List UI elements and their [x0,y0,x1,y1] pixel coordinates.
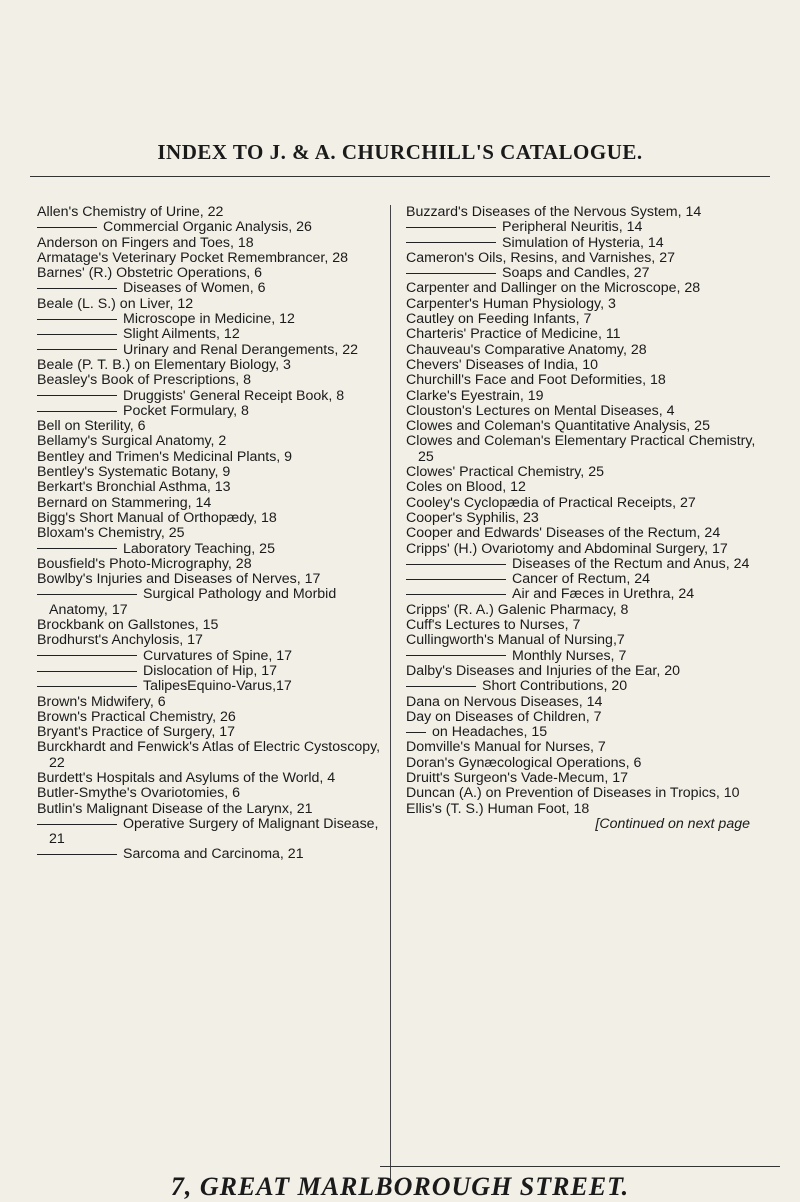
index-entry [406,220,756,235]
entry-text: Pocket Formulary, 8 [123,402,249,419]
entry-text: Bentley's Systematic Botany, 9 [37,464,231,481]
entry-text: Clouston's Lectures on Mental Diseases, 4 [406,402,675,419]
entry-text: Druitt's Surgeon's Vade-Mecum, 17 [406,769,629,786]
entry-text: on Headaches, 15 [432,724,548,741]
entry-text: Domville's Manual for Nurses, 7 [406,739,606,756]
entry-text: Barnes' (R.) Obstetric Operations, 6 [37,265,263,282]
entry-text: Burckhardt and Fenwick's Atlas of Electric Cystoscopy, 22 [37,739,381,771]
index-entry [37,679,387,694]
index-entry [37,480,387,495]
index-entry [37,434,387,449]
entry-text: Microscope in Medicine, 12 [123,311,295,328]
entry-text: Diseases of Women, 6 [123,280,266,297]
index-entry [37,220,387,235]
ditto-dash [37,349,117,350]
index-entry [37,205,387,220]
entry-text: Beale (L. S.) on Liver, 12 [37,295,194,312]
index-column-right [406,205,756,832]
index-entry [37,802,387,817]
ditto-dash [37,655,137,656]
entry-text: Bigg's Short Manual of Orthopædy, 18 [37,509,277,526]
index-entry [406,236,756,251]
index-entry [37,633,387,648]
index-entry [406,434,756,465]
entry-text: Short Contributions, 20 [482,678,628,695]
index-entry [37,710,387,725]
index-entry [37,740,387,771]
entry-text: Curvatures of Spine, 17 [143,647,293,664]
index-entry [37,373,387,388]
page-header: INDEX TO J. & A. CHURCHILL'S CATALOGUE. [157,140,643,164]
index-entry [406,572,756,587]
index-entry [406,740,756,755]
index-entry [406,465,756,480]
index-entry [37,404,387,419]
index-entry [37,695,387,710]
index-entry [37,358,387,373]
entry-text: Bowlby's Injuries and Diseases of Nerves, 17 [37,571,321,588]
index-entry [37,450,387,465]
index-entry [406,266,756,281]
entry-text: Bellamy's Surgical Anatomy, 2 [37,433,227,450]
entry-text: Bousfield's Photo-Micrography, 28 [37,555,252,572]
index-entry [406,343,756,358]
ditto-dash [37,411,117,412]
index-entry [37,419,387,434]
entry-text: Sarcoma and Carcinoma, 21 [123,846,304,863]
entry-text: Commercial Organic Analysis, 26 [103,219,312,236]
ditto-dash [406,242,496,243]
index-entry [37,266,387,281]
entry-text: Cooley's Cyclopædia of Practical Receipts, 27 [406,494,696,511]
ditto-dash [37,288,117,289]
footer-rule [380,1166,780,1167]
column-divider [390,205,391,1183]
index-entry [406,557,756,572]
index-entry [37,572,387,587]
index-entry [406,786,756,801]
entry-text: Brown's Midwifery, 6 [37,693,166,710]
entry-text: Churchill's Face and Foot Deformities, 18 [406,372,666,389]
entry-text: Dislocation of Hip, 17 [143,662,278,679]
entry-text: Laboratory Teaching, 25 [123,540,275,557]
ditto-dash [37,395,117,396]
entry-text: Air and Fæces in Urethra, 24 [512,586,695,603]
index-entry [37,343,387,358]
entry-text: Armatage's Veterinary Pocket Remembrancer, 28 [37,249,349,266]
index-entry [406,251,756,266]
ditto-dash [37,334,117,335]
entry-text: Carpenter's Human Physiology, 3 [406,295,616,312]
index-entry [406,373,756,388]
entry-text: Duncan (A.) on Prevention of Diseases in Tropics, 10 [406,785,740,802]
entry-text: Clowes and Coleman's Elementary Practical Chemistry, 25 [406,433,756,465]
continued-note [406,817,756,832]
entry-text: Cripps' (H.) Ovariotomy and Abdominal Surgery, 17 [406,540,728,557]
index-entry [406,496,756,511]
index-entry [406,771,756,786]
index-entry [37,618,387,633]
entry-text: Chevers' Diseases of India, 10 [406,356,598,373]
entry-text: Cameron's Oils, Resins, and Varnishes, 27 [406,249,675,266]
ditto-dash [37,671,137,672]
continued-text: [Continued on next page [595,815,750,832]
index-entry [37,771,387,786]
ditto-dash [406,579,506,580]
entry-text: Beasley's Book of Prescriptions, 8 [37,372,252,389]
entry-text: Bernard on Stammering, 14 [37,494,212,511]
index-entry [406,695,756,710]
entry-text: Slight Ailments, 12 [123,326,240,343]
entry-text: Day on Diseases of Children, 7 [406,708,602,725]
index-entry [406,404,756,419]
entry-text: Cooper's Syphilis, 23 [406,509,539,526]
entry-text: Dana on Nervous Diseases, 14 [406,693,603,710]
entry-text: Cuff's Lectures to Nurses, 7 [406,617,581,634]
entry-text: Dalby's Diseases and Injuries of the Ear, 20 [406,662,680,679]
ditto-dash [406,594,506,595]
index-entry [406,526,756,541]
footer-address: 7, GREAT MARLBOROUGH STREET. [170,1172,630,1201]
entry-text: Butler-Smythe's Ovariotomies, 6 [37,785,240,802]
index-entry [406,389,756,404]
entry-text: Charteris' Practice of Medicine, 11 [406,326,621,343]
index-entry [37,511,387,526]
index-entry [37,725,387,740]
entry-text: Beale (P. T. B.) on Elementary Biology, 3 [37,356,291,373]
entry-text: Cautley on Feeding Infants, 7 [406,311,592,328]
ditto-dash [406,273,496,274]
index-entry [406,542,756,557]
entry-text: Soaps and Candles, 27 [502,265,650,282]
entry-text: Burdett's Hospitals and Asylums of the World, 4 [37,769,336,786]
index-entry [37,587,387,618]
index-entry [406,710,756,725]
index-entry [406,664,756,679]
entry-text: Peripheral Neuritis, 14 [502,219,643,236]
ditto-dash [406,564,506,565]
index-entry [37,496,387,511]
index-entry [37,236,387,251]
entry-text: Brockbank on Gallstones, 15 [37,617,219,634]
entry-text: Berkart's Bronchial Asthma, 13 [37,479,231,496]
index-entry [37,817,387,848]
entry-text: Surgical Pathology and Morbid Anatomy, 17 [49,586,337,618]
entry-text: Brown's Practical Chemistry, 26 [37,708,236,725]
entry-text: Simulation of Hysteria, 14 [502,234,664,251]
index-entry [406,633,756,648]
index-entry [406,618,756,633]
entry-text: Bentley and Trimen's Medicinal Plants, 9 [37,448,293,465]
entry-text: Brodhurst's Anchylosis, 17 [37,632,203,649]
ditto-dash [37,594,137,595]
ditto-dash [406,227,496,228]
index-entry [37,465,387,480]
entry-text: Clarke's Eyestrain, 19 [406,387,544,404]
index-entry [37,542,387,557]
index-entry [406,725,756,740]
entry-text: Operative Surgery of Malignant Disease, 21 [49,815,379,848]
entry-text: Cooper and Edwards' Diseases of the Rectum, 24 [406,525,721,542]
header-rule [30,176,770,177]
index-entry [37,649,387,664]
index-entry [406,312,756,327]
entry-text: Carpenter and Dallinger on the Microscope, 28 [406,280,701,297]
index-entry [406,603,756,618]
entry-text: Coles on Blood, 12 [406,479,526,496]
ditto-dash [406,655,506,656]
ditto-dash [406,686,476,687]
index-entry [37,664,387,679]
entry-text: Urinary and Renal Derangements, 22 [123,341,359,358]
entry-text: Allen's Chemistry of Urine, 22 [37,204,224,220]
entry-text: Bell on Sterility, 6 [37,418,146,435]
entry-text: Druggists' General Receipt Book, 8 [123,387,345,404]
entry-text: Butlin's Malignant Disease of the Larynx, 21 [37,800,313,817]
ditto-dash [37,854,117,855]
entry-text: TalipesEquino-Varus,17 [143,678,292,695]
entry-text: Clowes' Practical Chemistry, 25 [406,464,604,481]
ditto-dash [37,824,117,825]
index-entry [406,358,756,373]
entry-text: Clowes and Coleman's Quantitative Analysis, 25 [406,418,710,435]
index-entry [37,281,387,296]
index-entry [406,205,756,220]
ditto-dash [37,548,117,549]
ditto-dash [37,319,117,320]
index-entry [37,251,387,266]
index-entry [406,756,756,771]
index-entry [37,327,387,342]
ditto-dash [406,732,426,733]
entry-text: Cullingworth's Manual of Nursing,7 [406,632,625,649]
index-entry [406,802,756,817]
index-entry [37,786,387,801]
entry-text: Monthly Nurses, 7 [512,647,627,664]
index-entry [37,526,387,541]
entry-text: Diseases of the Rectum and Anus, 24 [512,555,750,572]
index-entry [406,511,756,526]
ditto-dash [37,227,97,228]
index-entry [406,649,756,664]
entry-text: Ellis's (T. S.) Human Foot, 18 [406,800,590,817]
entry-text: Doran's Gynæcological Operations, 6 [406,754,642,771]
index-entry [37,847,387,862]
entry-text: Cripps' (R. A.) Galenic Pharmacy, 8 [406,601,629,618]
index-entry [406,587,756,602]
index-entry [37,312,387,327]
entry-text: Bloxam's Chemistry, 25 [37,525,185,542]
entry-text: Anderson on Fingers and Toes, 18 [37,234,254,251]
entry-text: Cancer of Rectum, 24 [512,571,650,588]
index-entry [406,679,756,694]
entry-text: Buzzard's Diseases of the Nervous System, 14 [406,204,702,220]
index-entry [406,281,756,296]
ditto-dash [37,686,137,687]
index-entry [37,297,387,312]
entry-text: Chauveau's Comparative Anatomy, 28 [406,341,647,358]
index-entry [37,389,387,404]
index-column-left [37,205,387,863]
entry-text: Bryant's Practice of Surgery, 17 [37,724,236,741]
index-entry [37,557,387,572]
index-entry [406,480,756,495]
index-entry [406,419,756,434]
index-entry [406,297,756,312]
index-entry [406,327,756,342]
